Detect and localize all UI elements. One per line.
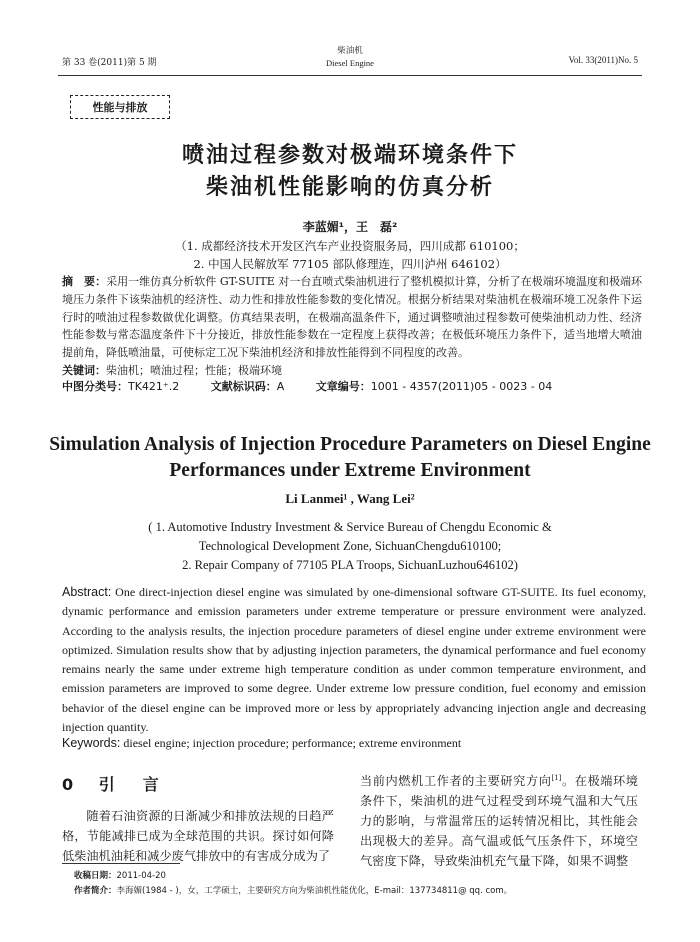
bio-label: 作者简介： bbox=[74, 886, 117, 896]
authors-en: Li Lanmei¹ , Wang Lei² bbox=[285, 491, 415, 506]
keywords-en-label: Keywords: bbox=[62, 736, 121, 750]
footnote-author-bio bbox=[74, 884, 512, 896]
journal-name-cn: 柴油机 bbox=[337, 46, 363, 56]
article-number-field bbox=[316, 380, 552, 393]
title-en-line1: Simulation Analysis of Injection Procedure Parameters on Diesel Engine bbox=[49, 434, 651, 455]
keywords-cn-label: 关键词： bbox=[62, 363, 106, 377]
footnote-received bbox=[74, 869, 166, 881]
body-column-left: 随着石油资源的日渐减少和排放法规的日趋严格，节能减排已成为全球范围的共识。探讨如何降低柴油机油耗和减少废气排放中的有害成分成为了 bbox=[62, 809, 334, 863]
body-right-rest: 。在极端环境条件下，柴油机的进气过程受到环境气温和大气压力的影响，与常温常压的运转情况相比，其性能会出现极大的差异。高气温或低气压条件下，环境空气密度下降，导致柴油机充气量下降，如果不调整 bbox=[360, 774, 638, 869]
affiliation-en-1: ( 1. Automotive Industry Investment & Service Bureau of Chengdu Economic & bbox=[148, 520, 552, 534]
keywords-en bbox=[62, 736, 461, 751]
abstract-cn bbox=[62, 273, 642, 380]
journal-name-en: Diesel Engine bbox=[326, 58, 374, 68]
doc-code-field bbox=[211, 380, 285, 393]
article-number-label: 文章编号： bbox=[315, 380, 371, 393]
title-en-line2: Performances under Extreme Environment bbox=[169, 460, 531, 481]
classification-meta bbox=[62, 378, 580, 394]
bio-text: 李海媚(1984 - )，女，工学硕士，主要研究方向为柴油机性能优化，E-mail：137734811@ qq. com。 bbox=[116, 886, 513, 896]
running-header-volume: Vol. 33(2011)No. 5 bbox=[568, 55, 638, 65]
received-label: 收稿日期： bbox=[74, 871, 117, 881]
citation-ref: [1] bbox=[551, 774, 562, 782]
affiliation-en-3: 2. Repair Company of 77105 PLA Troops, SichuanLuzhou646102) bbox=[182, 558, 518, 572]
body-column-right bbox=[360, 768, 638, 871]
keywords-cn-text: 柴油机；喷油过程；性能；极端环境 bbox=[106, 363, 282, 377]
section-number: 0 bbox=[62, 775, 80, 794]
abstract-cn-text: 采用一维仿真分析软件 GT-SUITE 对一台直喷式柴油机进行了整机模拟计算，分析了在极端环境温度和极端环境压力条件下该柴油机的经济性、动力性和排放性能参数的变化情况。根据分析结果对柴油机在极端环境工况条件下运行时的喷油过程参数做优化调整。仿真结果表明，在极端高温条件下，通过调整喷油过程参数可使柴油机动力性、经济性能参数与常态温度条件下十分接近，排放性能参数在一定程度上获得改善；在极低环境压力条件下，适当地增大喷油提前角，降低喷油量，可使标定工况下柴油机经济和排放性能得到不同程度的改善。 bbox=[62, 275, 642, 360]
received-date: 2011-04-20 bbox=[116, 871, 166, 881]
section-title: 引 言 bbox=[98, 775, 165, 794]
keywords-en-text: diesel engine; injection procedure; performance; extreme environment bbox=[120, 736, 462, 750]
clc-value: TK421⁺.2 bbox=[128, 380, 180, 393]
body-right-first: 当前内燃机工作者的主要研究方向 bbox=[360, 774, 552, 789]
abstract-en-text: One direct-injection diesel engine was simulated by one-dimensional software GT-SUITE. Its fuel economy, dynamic performance and emission parameters under extreme temperature or pressure environment were analyzed. According to the analysis results, the injection procedure parameters of diesel engine under extreme environment were optimized. Simulation results show that by adjusting injection parameters, the dynamical performance and fuel economy remains nearly the same under extreme high temperature condition as under common temperature environment, and emission parameters are improved to some degree. Under extreme low pressure condition, fuel economy and emission behavior of the diesel engine can be improved more or less by appropriately advancing injection angle and decreasing injection quantity. bbox=[62, 585, 646, 735]
abstract-en-label: Abstract: bbox=[62, 585, 112, 599]
abstract-en bbox=[62, 583, 646, 737]
doc-code-label: 文献标识码： bbox=[210, 380, 277, 393]
abstract-cn-label: 摘 要： bbox=[62, 275, 107, 288]
title-cn-line2: 柴油机性能影响的仿真分析 bbox=[205, 175, 494, 200]
authors-cn: 李蓝媚¹，王 磊² bbox=[302, 220, 398, 234]
affiliation-en-2: Technological Development Zone, SichuanChengdu610100; bbox=[198, 539, 502, 553]
clc-label: 中图分类号： bbox=[62, 380, 128, 393]
doc-code-value: A bbox=[276, 380, 285, 393]
affiliation-cn-2: 2. 中国人民解放军 77105 部队修理连，四川泸州 646102） bbox=[193, 257, 507, 271]
clc-field bbox=[62, 380, 179, 393]
header-rule bbox=[58, 75, 642, 76]
affiliation-cn-1: （1. 成都经济技术开发区汽车产业投资服务局，四川成都 610100； bbox=[175, 239, 525, 253]
section-heading bbox=[62, 772, 165, 795]
article-number-value: 1001 - 4357(2011)05 - 0023 - 04 bbox=[370, 380, 553, 393]
running-header-issue: 第 33 卷(2011)第 5 期 bbox=[62, 58, 157, 68]
footnote-rule bbox=[62, 863, 180, 864]
title-cn-line1: 喷油过程参数对极端环境条件下 bbox=[181, 143, 518, 168]
section-tag: 性能与排放 bbox=[70, 95, 170, 119]
